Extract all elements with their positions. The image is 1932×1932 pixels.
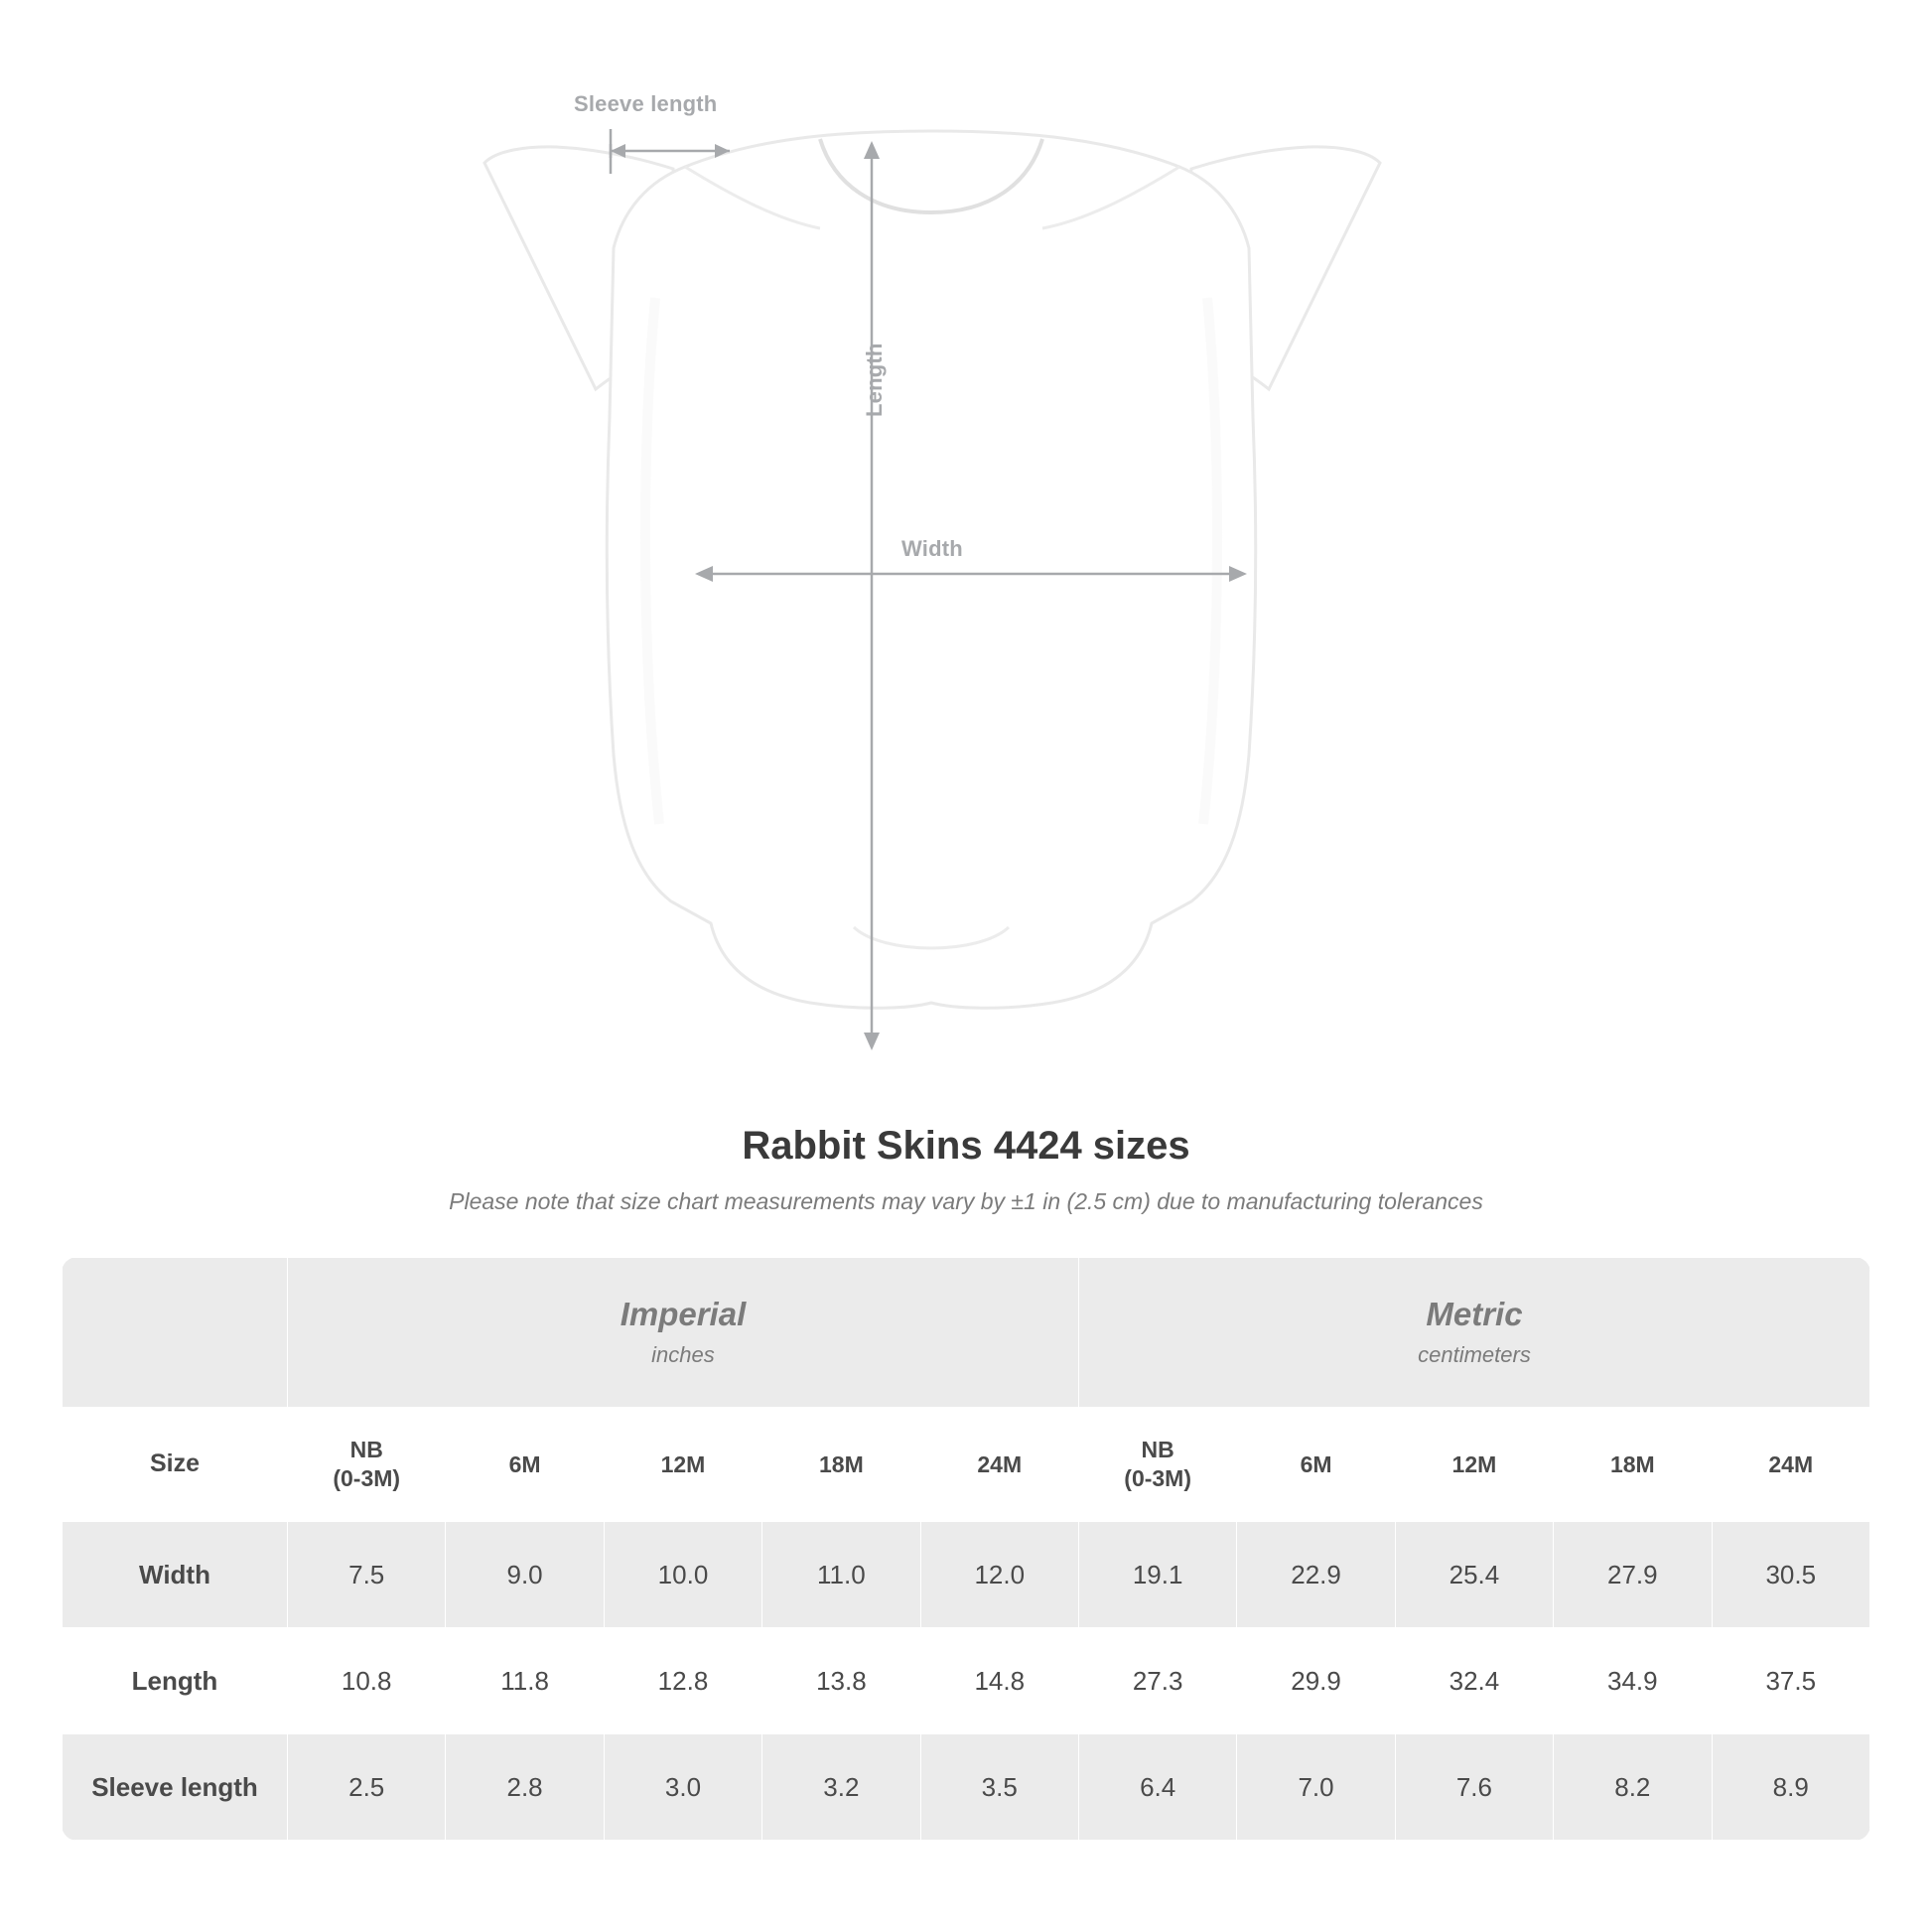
cell-length-imperial-nb: 10.8 (288, 1628, 446, 1734)
row-label-width: Width (63, 1522, 288, 1628)
unit-system-metric (1078, 1258, 1869, 1408)
column-header-imperial-12m: 12M (604, 1408, 761, 1522)
cell-width-imperial-6m: 9.0 (446, 1522, 604, 1628)
column-header-main: NB (1141, 1437, 1174, 1463)
cell-sleeve-metric-12m: 7.6 (1395, 1734, 1553, 1841)
column-header-metric-nb (1078, 1408, 1236, 1522)
tolerance-note: Please note that size chart measurements may vary by ±1 in (2.5 cm) due to manufacturing tolerances (449, 1188, 1483, 1214)
column-header-imperial-6m: 6M (446, 1408, 604, 1522)
unit-system-spacer (63, 1258, 288, 1408)
column-header-metric-12m: 12M (1395, 1408, 1553, 1522)
sleeve-length-label: Sleeve length (574, 91, 718, 116)
cell-width-metric-nb: 19.1 (1078, 1522, 1236, 1628)
column-header-row (63, 1408, 1870, 1522)
column-header-sub: (0-3M) (333, 1465, 401, 1491)
unit-system-imperial-name: Imperial (620, 1295, 747, 1332)
cell-sleeve-metric-18m: 8.2 (1554, 1734, 1712, 1841)
cell-width-imperial-18m: 11.0 (762, 1522, 920, 1628)
cell-sleeve-imperial-12m: 3.0 (604, 1734, 761, 1841)
cell-sleeve-imperial-18m: 3.2 (762, 1734, 920, 1841)
cell-length-imperial-12m: 12.8 (604, 1628, 761, 1734)
cell-width-metric-6m: 22.9 (1237, 1522, 1395, 1628)
width-label: Width (901, 536, 963, 561)
column-header-sub: (0-3M) (1124, 1465, 1192, 1491)
column-header-metric-24m: 24M (1712, 1408, 1869, 1522)
length-label: Length (862, 343, 887, 417)
size-table-wrapper (62, 1257, 1870, 1841)
cell-width-metric-24m: 30.5 (1712, 1522, 1869, 1628)
cell-length-metric-24m: 37.5 (1712, 1628, 1869, 1734)
cell-sleeve-metric-nb: 6.4 (1078, 1734, 1236, 1841)
row-label-length: Length (63, 1628, 288, 1734)
unit-system-imperial (288, 1258, 1079, 1408)
column-header-imperial-18m: 18M (762, 1408, 920, 1522)
column-header-imperial-24m: 24M (920, 1408, 1078, 1522)
column-header-metric-6m: 6M (1237, 1408, 1395, 1522)
cell-width-metric-18m: 27.9 (1554, 1522, 1712, 1628)
cell-length-imperial-24m: 14.8 (920, 1628, 1078, 1734)
title-block (0, 1124, 1932, 1215)
unit-system-row (63, 1258, 1870, 1408)
cell-width-imperial-24m: 12.0 (920, 1522, 1078, 1628)
cell-length-metric-12m: 32.4 (1395, 1628, 1553, 1734)
cell-sleeve-imperial-6m: 2.8 (446, 1734, 604, 1841)
column-header-metric-18m: 18M (1554, 1408, 1712, 1522)
cell-length-metric-18m: 34.9 (1554, 1628, 1712, 1734)
page-title: Rabbit Skins 4424 sizes (742, 1124, 1190, 1168)
cell-length-metric-6m: 29.9 (1237, 1628, 1395, 1734)
cell-width-imperial-12m: 10.0 (604, 1522, 761, 1628)
header-size-label: Size (63, 1408, 288, 1522)
unit-system-metric-unit: centimeters (1418, 1342, 1531, 1368)
unit-system-metric-name: Metric (1426, 1295, 1523, 1332)
column-header-imperial-nb (288, 1408, 446, 1522)
table-row (63, 1734, 1870, 1841)
cell-length-imperial-18m: 13.8 (762, 1628, 920, 1734)
cell-sleeve-metric-6m: 7.0 (1237, 1734, 1395, 1841)
cell-sleeve-imperial-24m: 3.5 (920, 1734, 1078, 1841)
row-label-sleeve-length: Sleeve length (63, 1734, 288, 1841)
table-row (63, 1628, 1870, 1734)
unit-system-imperial-unit: inches (651, 1342, 715, 1368)
cell-sleeve-metric-24m: 8.9 (1712, 1734, 1869, 1841)
column-header-main: NB (349, 1437, 383, 1463)
table-row (63, 1522, 1870, 1628)
size-table (62, 1257, 1870, 1841)
cell-length-metric-nb: 27.3 (1078, 1628, 1236, 1734)
cell-sleeve-imperial-nb: 2.5 (288, 1734, 446, 1841)
cell-length-imperial-6m: 11.8 (446, 1628, 604, 1734)
cell-width-metric-12m: 25.4 (1395, 1522, 1553, 1628)
cell-width-imperial-nb: 7.5 (288, 1522, 446, 1628)
